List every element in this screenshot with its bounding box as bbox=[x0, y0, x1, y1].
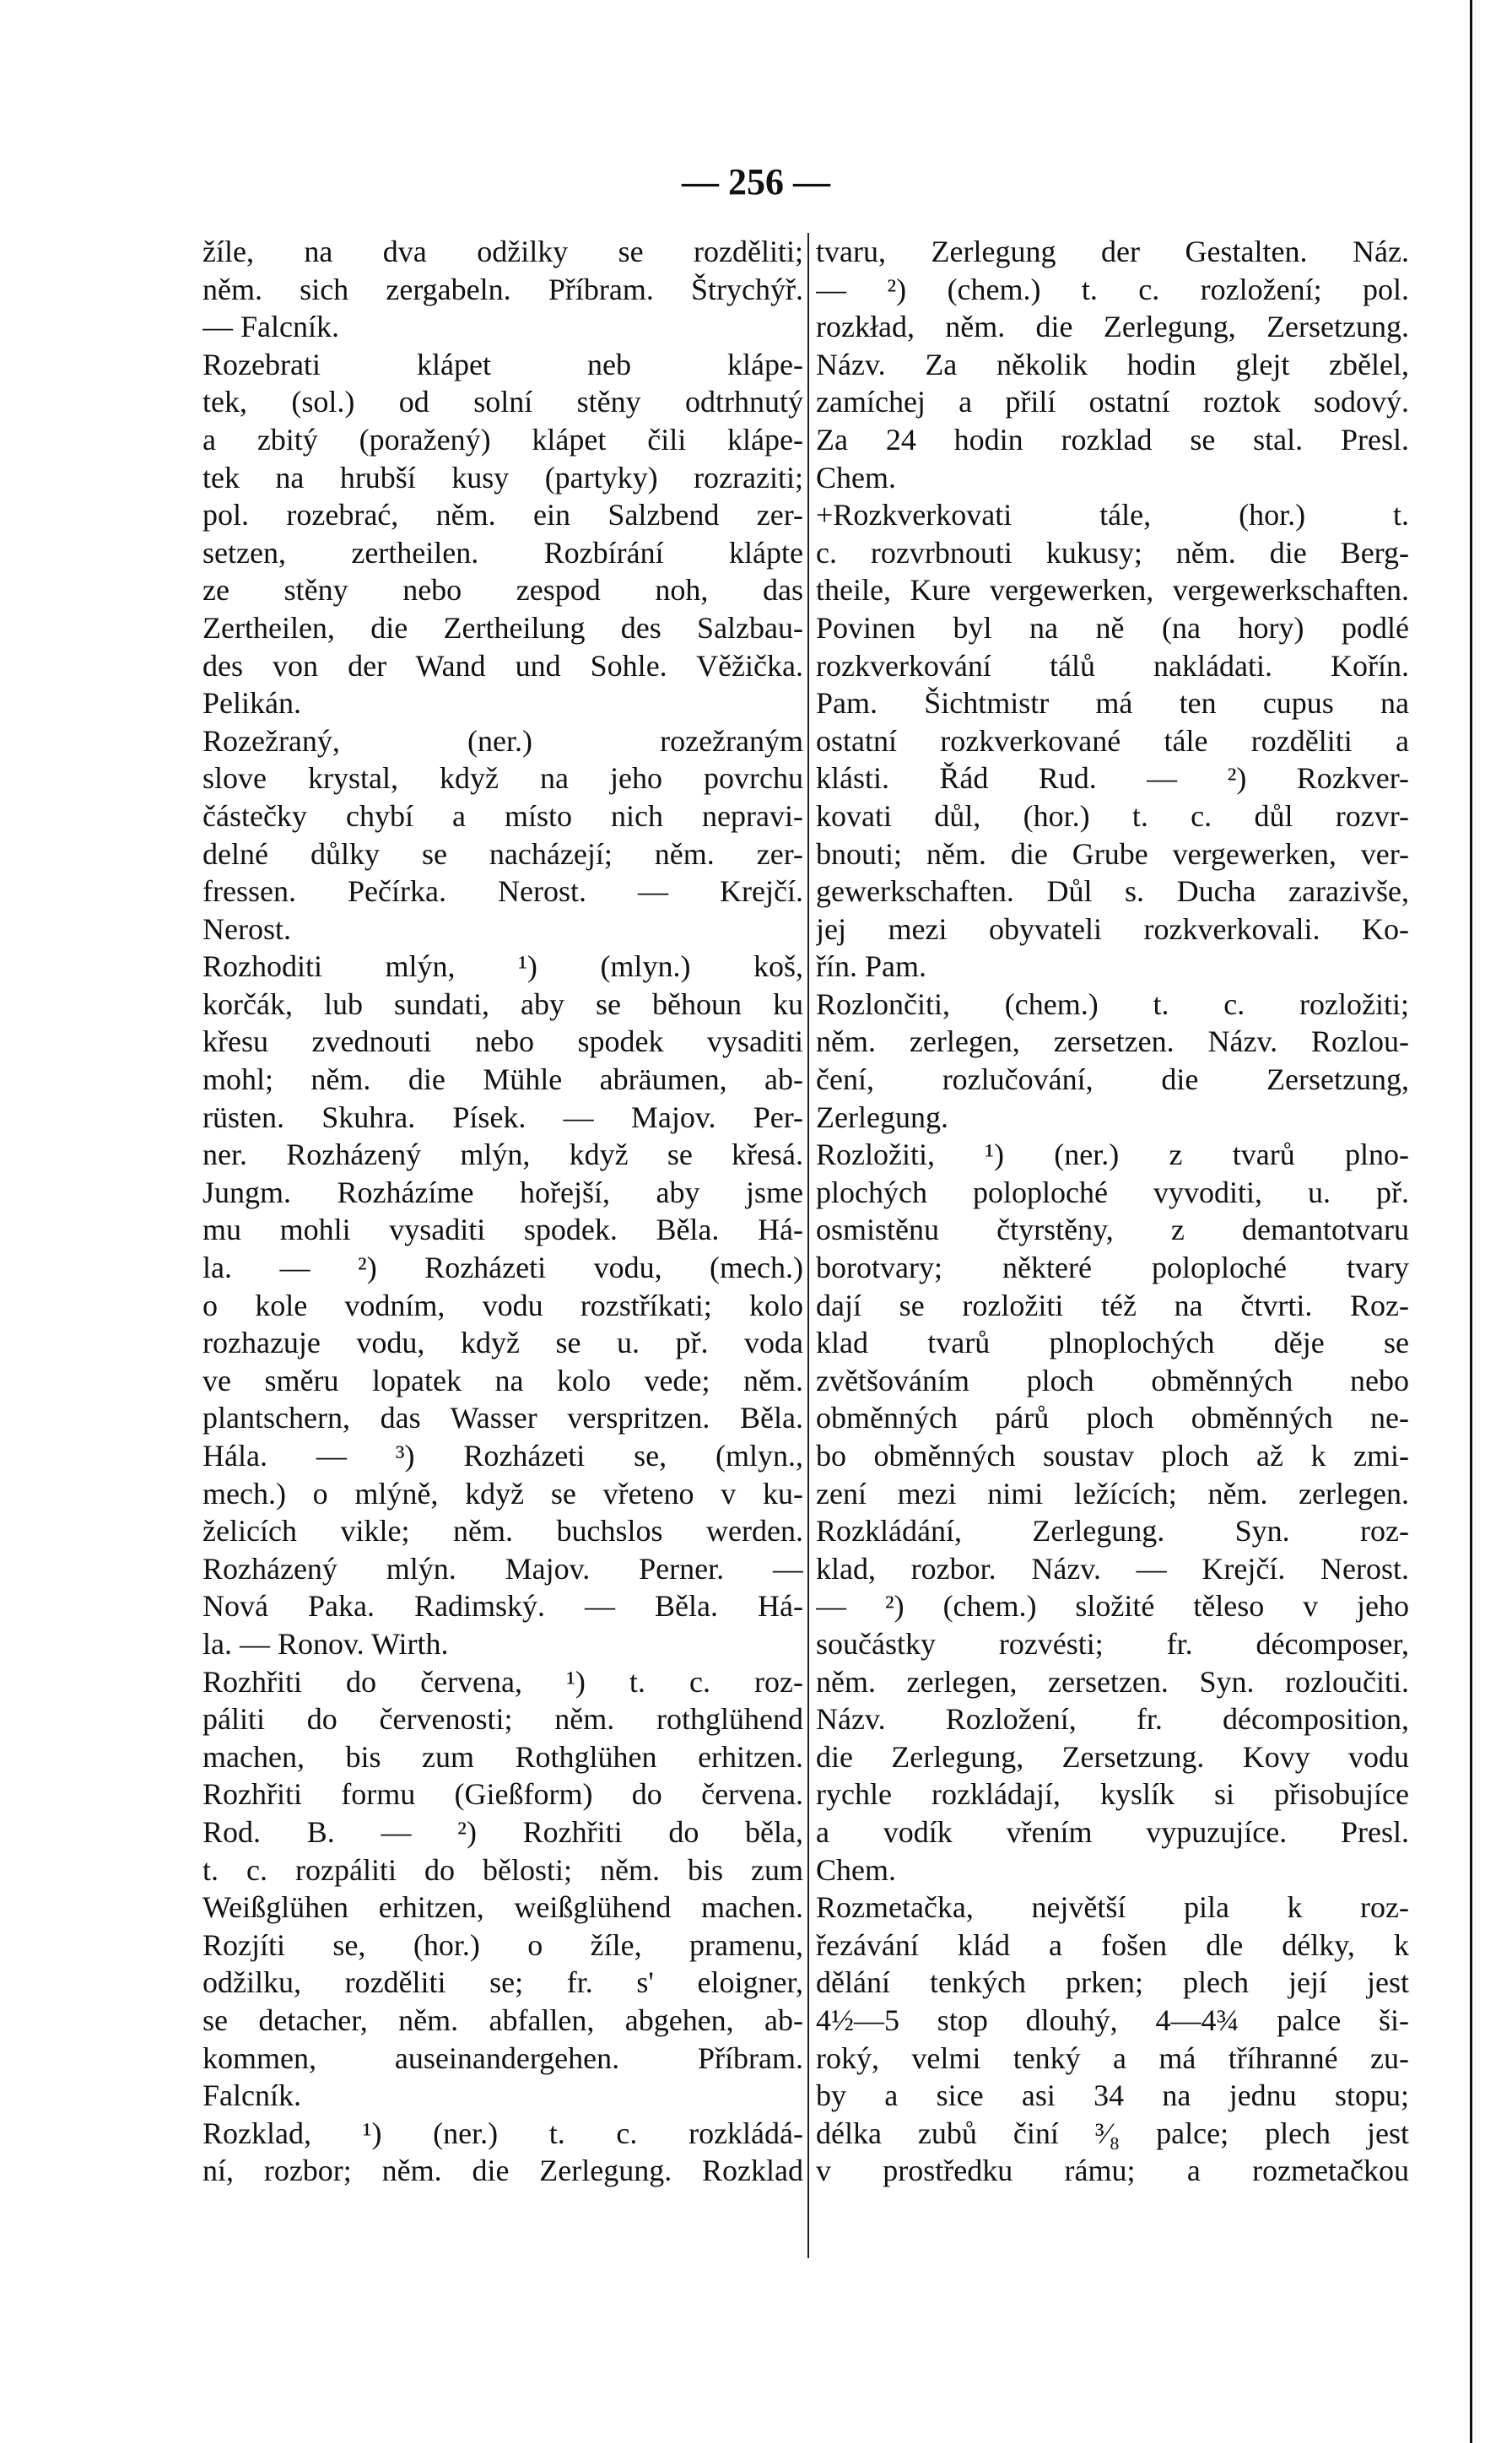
text-line: Rozežraný, (ner.) rozežraným bbox=[202, 723, 803, 758]
text-line: kommen, auseinandergehen. Příbram. bbox=[202, 2040, 803, 2075]
text-line: mu mohli vysaditi spodek. Běla. Há- bbox=[202, 1213, 803, 1247]
text-line: o kole vodním, vodu rozstříkati; kolo bbox=[202, 1288, 803, 1322]
text-line: ve směru lopatek na kolo vede; něm. bbox=[202, 1363, 803, 1397]
text-line: +Rozkverkovati tále, (hor.) t. bbox=[816, 498, 1409, 532]
text-line: Chem. bbox=[816, 460, 896, 495]
text-line: des von der Wand und Sohle. Věžička. bbox=[202, 648, 803, 683]
text-line: osmistěnu čtyrstěny, z demantotvaru bbox=[816, 1213, 1409, 1247]
text-line: Nová Paka. Radimský. — Běla. Há- bbox=[202, 1589, 803, 1624]
text-line: Nerost. bbox=[202, 911, 291, 946]
text-line: ní, rozbor; něm. die Zerlegung. Rozklad bbox=[202, 2154, 803, 2188]
text-line: ner. Rozházený mlýn, když se křesá. bbox=[202, 1138, 803, 1172]
text-line: t. c. rozpáliti do bělosti; něm. bis zum bbox=[202, 1852, 803, 1887]
text-line: — ²) (chem.) t. c. rozložení; pol. bbox=[816, 272, 1409, 306]
text-line: theile, Kure vergewerken, vergewerkschaften. bbox=[816, 573, 1409, 608]
text-line: něm. zerlegen, zersetzen. Názv. Rozlou- bbox=[816, 1024, 1409, 1059]
text-line: Pam. Šichtmistr má ten cupus na bbox=[816, 686, 1409, 721]
text-line: želicích vikle; něm. buchslos werden. bbox=[202, 1514, 803, 1548]
text-line: Zertheilen, die Zertheilung des Salzbau- bbox=[202, 610, 803, 645]
text-line: Zerlegung. bbox=[816, 1100, 948, 1134]
text-line: délka zubů činí ³⁄₈ palce; plech jest bbox=[816, 2116, 1409, 2150]
text-line: páliti do červenosti; něm. rothglühend bbox=[202, 1702, 803, 1737]
text-line: Falcník. bbox=[202, 2078, 301, 2113]
text-line: tvaru, Zerlegung der Gestalten. Náz. bbox=[816, 235, 1409, 268]
page-edge bbox=[1470, 0, 1472, 2443]
text-line: a vodík vřením vypuzujíce. Presl. bbox=[816, 1814, 1409, 1849]
text-line: mech.) o mlýně, když se vřeteno v ku- bbox=[202, 1476, 803, 1511]
text-line: ostatní rozkverkované tále rozděliti a bbox=[816, 723, 1409, 758]
text-line: — ²) (chem.) složité těleso v jeho bbox=[816, 1589, 1409, 1624]
text-line: borotvary; některé poloploché tvary bbox=[816, 1251, 1409, 1285]
text-line: mohl; něm. die Mühle abräumen, ab- bbox=[202, 1062, 803, 1097]
text-line: v prostředku rámu; a rozmetačkou bbox=[816, 2154, 1409, 2188]
text-line: Weißglühen erhitzen, weißglühend machen. bbox=[202, 1890, 803, 1925]
text-line: Chem. bbox=[816, 1852, 896, 1887]
text-line: Rozklad, ¹) (ner.) t. c. rozkládá- bbox=[202, 2116, 803, 2150]
text-line: c. rozvrbnouti kukusy; něm. die Berg- bbox=[816, 535, 1409, 570]
text-line: rüsten. Skuhra. Písek. — Majov. Per- bbox=[202, 1100, 803, 1134]
text-line: bo obměnných soustav ploch až k zmi- bbox=[816, 1439, 1409, 1473]
text-line: tek, (sol.) od solní stěny odtrhnutý bbox=[202, 385, 803, 419]
text-line: dají se rozložiti též na čtvrti. Roz- bbox=[816, 1288, 1409, 1322]
text-line: plochých poloploché vyvoditi, u. př. bbox=[816, 1175, 1409, 1209]
text-line: klásti. Řád Rud. — ²) Rozkver- bbox=[816, 761, 1409, 796]
column-divider bbox=[807, 233, 809, 2258]
text-line: součástky rozvésti; fr. décomposer, bbox=[816, 1626, 1409, 1661]
text-line: Rozjíti se, (hor.) o žíle, pramenu, bbox=[202, 1927, 803, 1962]
text-line: die Zerlegung, Zersetzung. Kovy vodu bbox=[816, 1739, 1409, 1774]
text-line: kovati důl, (hor.) t. c. důl rozvr- bbox=[816, 798, 1409, 833]
text-line: Rozmetačka, největší pila k roz- bbox=[816, 1890, 1409, 1925]
text-line: obměnných párů ploch obměnných ne- bbox=[816, 1401, 1409, 1435]
text-line: Rozlončiti, (chem.) t. c. rozložiti; bbox=[816, 986, 1409, 1021]
text-line: la. — Ronov. Wirth. bbox=[202, 1626, 449, 1661]
text-line: Rozházený mlýn. Majov. Perner. — bbox=[202, 1551, 803, 1586]
text-line: tek na hrubší kusy (partyky) rozraziti; bbox=[202, 460, 803, 495]
text-line: zvětšováním ploch obměnných nebo bbox=[816, 1363, 1409, 1397]
text-line: gewerkschaften. Důl s. Ducha zarazivše, bbox=[816, 874, 1409, 909]
text-line: Rozkládání, Zerlegung. Syn. roz- bbox=[816, 1514, 1409, 1548]
right-column bbox=[816, 233, 1409, 2190]
text-line: a zbitý (poražený) klápet čili klápe- bbox=[202, 422, 803, 457]
text-line: fressen. Pečírka. Nerost. — Krejčí. bbox=[202, 874, 803, 909]
text-line: zení mezi nimi ležících; něm. zerlegen. bbox=[816, 1476, 1409, 1511]
text-line: řezávání klád a fošen dle délky, k bbox=[816, 1927, 1409, 1962]
text-line: něm. sich zergabeln. Příbram. Štrychýř. bbox=[202, 272, 803, 306]
text-line: částečky chybí a místo nich nepravi- bbox=[202, 798, 803, 833]
text-line: setzen, zertheilen. Rozbírání klápte bbox=[202, 535, 803, 570]
page-number: — 256 — bbox=[682, 161, 830, 203]
text-line: něm. zerlegen, zersetzen. Syn. rozloučiti. bbox=[816, 1664, 1409, 1699]
text-line: žíle, na dva odžilky se rozděliti; bbox=[202, 235, 803, 268]
text-line: křesu zvednouti nebo spodek vysaditi bbox=[202, 1024, 803, 1059]
left-column bbox=[202, 233, 803, 2190]
text-line: Rod. B. — ²) Rozhřiti do běla, bbox=[202, 1814, 803, 1849]
text-line: Za 24 hodin rozklad se stal. Presl. bbox=[816, 422, 1409, 457]
text-line: dělání tenkých prken; plech její jest bbox=[816, 1965, 1409, 2000]
text-line: odžilku, rozděliti se; fr. s' eloigner, bbox=[202, 1965, 803, 2000]
text-line: ze stěny nebo zespod noh, das bbox=[202, 573, 803, 608]
text-line: klad tvarů plnoplochých děje se bbox=[816, 1326, 1409, 1360]
text-line: by a sice asi 34 na jednu stopu; bbox=[816, 2078, 1409, 2113]
text-line: zamíchej a přilí ostatní roztok sodový. bbox=[816, 385, 1409, 419]
text-line: Názv. Rozložení, fr. décomposition, bbox=[816, 1702, 1409, 1737]
text-line: Jungm. Rozházíme hořejší, aby jsme bbox=[202, 1175, 803, 1209]
text-line: klad, rozbor. Názv. — Krejčí. Nerost. bbox=[816, 1551, 1409, 1586]
text-line: 4½—5 stop dlouhý, 4—4¾ palce ši- bbox=[816, 2003, 1409, 2037]
text-line: rozhazuje vodu, když se u. př. voda bbox=[202, 1326, 803, 1360]
text-line: Rozhřiti do červena, ¹) t. c. roz- bbox=[202, 1664, 803, 1699]
text-line: bnouti; něm. die Grube vergewerken, ver- bbox=[816, 836, 1409, 871]
text-line: korčák, lub sundati, aby se běhoun ku bbox=[202, 986, 803, 1021]
text-line: Rozhřiti formu (Gießform) do červena. bbox=[202, 1777, 803, 1812]
text-line: Pelikán. bbox=[202, 686, 301, 721]
text-line: pol. rozebrać, něm. ein Salzbend zer- bbox=[202, 498, 803, 532]
text-line: jej mezi obyvateli rozkverkovali. Ko- bbox=[816, 911, 1409, 946]
text-line: machen, bis zum Rothglühen erhitzen. bbox=[202, 1739, 803, 1774]
text-line: plantschern, das Wasser verspritzen. Běla. bbox=[202, 1401, 803, 1435]
text-line: la. — ²) Rozházeti vodu, (mech.) bbox=[202, 1251, 803, 1285]
text-line: — Falcník. bbox=[202, 310, 339, 344]
text-line: Hála. — ³) Rozházeti se, (mlyn., bbox=[202, 1439, 803, 1473]
text-line: Rozebrati klápet neb klápe- bbox=[202, 347, 803, 381]
text-line: rozkverkování tálů nakládati. Kořín. bbox=[816, 648, 1409, 683]
text-line: čení, rozlučování, die Zersetzung, bbox=[816, 1062, 1409, 1097]
text-line: Rozložiti, ¹) (ner.) z tvarů plno- bbox=[816, 1138, 1409, 1172]
text-line: roký, velmi tenký a má tříhranné zu- bbox=[816, 2040, 1409, 2075]
text-line: rychle rozkládají, kyslík si přisobujíce bbox=[816, 1777, 1409, 1812]
text-line: Povinen byl na ně (na hory) podlé bbox=[816, 610, 1409, 645]
text-line: se detacher, něm. abfallen, abgehen, ab- bbox=[202, 2003, 803, 2037]
text-line: Rozhoditi mlýn, ¹) (mlyn.) koš, bbox=[202, 949, 803, 984]
text-line: rozkład, něm. die Zerlegung, Zersetzung. bbox=[816, 310, 1409, 344]
text-line: Názv. Za několik hodin glejt zbělel, bbox=[816, 347, 1409, 381]
text-line: řín. Pam. bbox=[816, 949, 926, 984]
text-line: delné důlky se nacházejí; něm. zer- bbox=[202, 836, 803, 871]
text-line: slove krystal, když na jeho povrchu bbox=[202, 761, 803, 796]
